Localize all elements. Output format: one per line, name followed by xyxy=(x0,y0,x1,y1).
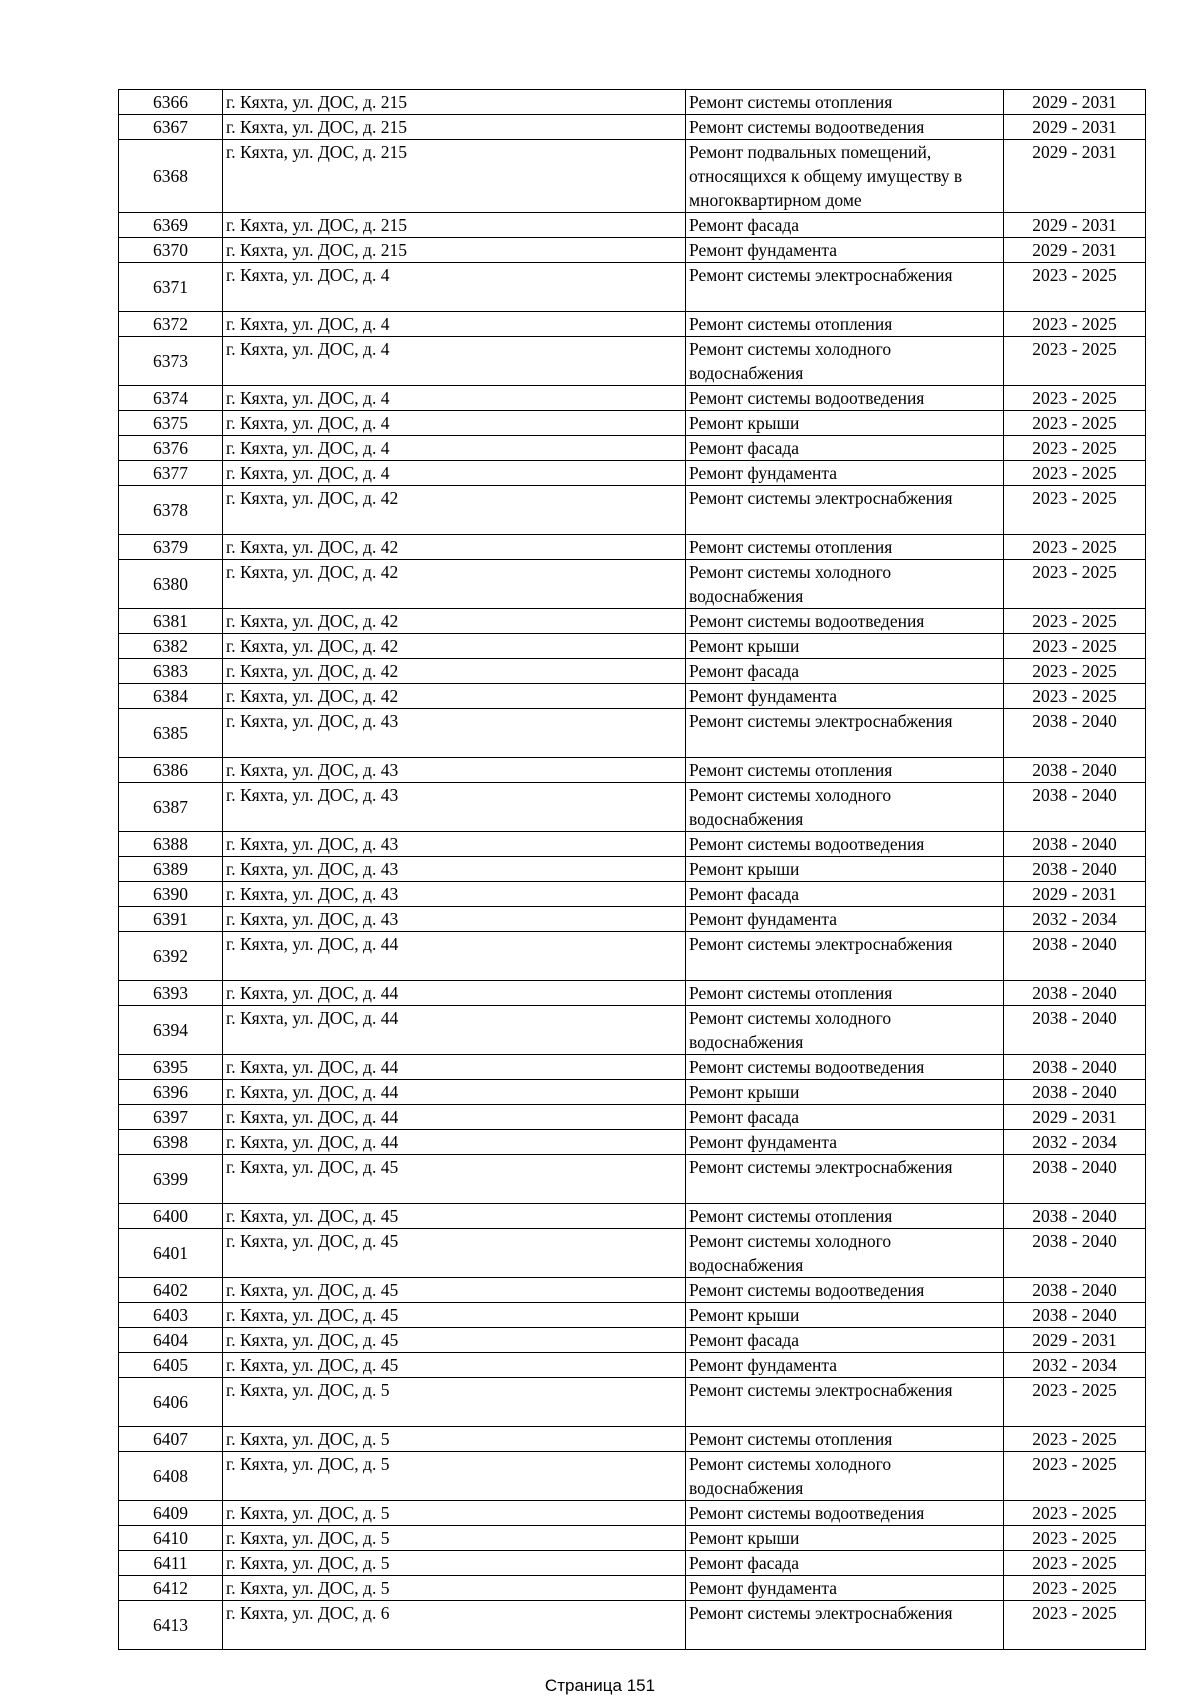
table-row xyxy=(119,560,1146,609)
period-cell: 2029 - 2031 xyxy=(1004,882,1146,907)
row-number-cell: 6390 xyxy=(119,882,223,907)
address-cell: г. Кяхта, ул. ДОС, д. 42 xyxy=(223,659,686,684)
table-row xyxy=(119,634,1146,659)
table-row xyxy=(119,461,1146,486)
table-row xyxy=(119,1576,1146,1601)
period-cell: 2038 - 2040 xyxy=(1004,1229,1146,1278)
row-number-cell: 6407 xyxy=(119,1427,223,1452)
table-row xyxy=(119,1055,1146,1080)
work-type-cell: Ремонт системы водоотведения xyxy=(686,1278,1004,1303)
address-cell: г. Кяхта, ул. ДОС, д. 45 xyxy=(223,1303,686,1328)
period-cell: 2023 - 2025 xyxy=(1004,461,1146,486)
row-number-cell: 6406 xyxy=(119,1378,223,1427)
table-row xyxy=(119,1278,1146,1303)
period-cell: 2038 - 2040 xyxy=(1004,832,1146,857)
period-cell: 2023 - 2025 xyxy=(1004,1526,1146,1551)
table-row xyxy=(119,1452,1146,1501)
address-cell: г. Кяхта, ул. ДОС, д. 215 xyxy=(223,238,686,263)
work-type-cell: Ремонт фасада xyxy=(686,882,1004,907)
period-cell: 2023 - 2025 xyxy=(1004,263,1146,312)
period-cell: 2029 - 2031 xyxy=(1004,213,1146,238)
work-type-cell: Ремонт системы отопления xyxy=(686,90,1004,115)
page-number: Страница 151 xyxy=(544,1676,656,1695)
period-cell: 2038 - 2040 xyxy=(1004,709,1146,758)
row-number-cell: 6378 xyxy=(119,486,223,535)
address-cell: г. Кяхта, ул. ДОС, д. 43 xyxy=(223,832,686,857)
work-type-cell: Ремонт крыши xyxy=(686,411,1004,436)
table-row xyxy=(119,337,1146,386)
row-number-cell: 6404 xyxy=(119,1328,223,1353)
table-row xyxy=(119,213,1146,238)
period-cell: 2038 - 2040 xyxy=(1004,932,1146,981)
period-cell: 2029 - 2031 xyxy=(1004,140,1146,213)
row-number-cell: 6388 xyxy=(119,832,223,857)
work-type-cell: Ремонт фундамента xyxy=(686,1353,1004,1378)
period-cell: 2029 - 2031 xyxy=(1004,1105,1146,1130)
period-cell: 2029 - 2031 xyxy=(1004,90,1146,115)
period-cell: 2038 - 2040 xyxy=(1004,1006,1146,1055)
period-cell: 2032 - 2034 xyxy=(1004,907,1146,932)
table-row xyxy=(119,659,1146,684)
address-cell: г. Кяхта, ул. ДОС, д. 43 xyxy=(223,758,686,783)
table-row xyxy=(119,783,1146,832)
row-number-cell: 6411 xyxy=(119,1551,223,1576)
row-number-cell: 6401 xyxy=(119,1229,223,1278)
work-type-cell: Ремонт системы отопления xyxy=(686,535,1004,560)
table-row xyxy=(119,1551,1146,1576)
work-type-cell: Ремонт системы холодного водоснабжения xyxy=(686,1452,1004,1501)
address-cell: г. Кяхта, ул. ДОС, д. 4 xyxy=(223,461,686,486)
work-type-cell: Ремонт фасада xyxy=(686,659,1004,684)
address-cell: г. Кяхта, ул. ДОС, д. 5 xyxy=(223,1551,686,1576)
row-number-cell: 6400 xyxy=(119,1204,223,1229)
table-row xyxy=(119,1427,1146,1452)
table-row xyxy=(119,238,1146,263)
address-cell: г. Кяхта, ул. ДОС, д. 215 xyxy=(223,140,686,213)
row-number-cell: 6391 xyxy=(119,907,223,932)
address-cell: г. Кяхта, ул. ДОС, д. 44 xyxy=(223,981,686,1006)
work-type-cell: Ремонт системы отопления xyxy=(686,758,1004,783)
table-row xyxy=(119,263,1146,312)
row-number-cell: 6409 xyxy=(119,1501,223,1526)
work-type-cell: Ремонт крыши xyxy=(686,857,1004,882)
period-cell: 2023 - 2025 xyxy=(1004,560,1146,609)
address-cell: г. Кяхта, ул. ДОС, д. 6 xyxy=(223,1601,686,1650)
work-type-cell: Ремонт фасада xyxy=(686,1328,1004,1353)
address-cell: г. Кяхта, ул. ДОС, д. 44 xyxy=(223,1080,686,1105)
table-row xyxy=(119,709,1146,758)
period-cell: 2038 - 2040 xyxy=(1004,981,1146,1006)
row-number-cell: 6385 xyxy=(119,709,223,758)
period-cell: 2023 - 2025 xyxy=(1004,1576,1146,1601)
address-cell: г. Кяхта, ул. ДОС, д. 45 xyxy=(223,1155,686,1204)
row-number-cell: 6394 xyxy=(119,1006,223,1055)
table-row xyxy=(119,386,1146,411)
table-body xyxy=(119,90,1146,1650)
row-number-cell: 6412 xyxy=(119,1576,223,1601)
row-number-cell: 6389 xyxy=(119,857,223,882)
address-cell: г. Кяхта, ул. ДОС, д. 42 xyxy=(223,486,686,535)
period-cell: 2029 - 2031 xyxy=(1004,115,1146,140)
work-type-cell: Ремонт крыши xyxy=(686,1303,1004,1328)
row-number-cell: 6381 xyxy=(119,609,223,634)
table-row xyxy=(119,1526,1146,1551)
row-number-cell: 6402 xyxy=(119,1278,223,1303)
address-cell: г. Кяхта, ул. ДОС, д. 42 xyxy=(223,560,686,609)
table-row xyxy=(119,436,1146,461)
table-row xyxy=(119,1328,1146,1353)
row-number-cell: 6368 xyxy=(119,140,223,213)
period-cell: 2023 - 2025 xyxy=(1004,634,1146,659)
work-type-cell: Ремонт фасада xyxy=(686,436,1004,461)
table-row xyxy=(119,1229,1146,1278)
address-cell: г. Кяхта, ул. ДОС, д. 44 xyxy=(223,1006,686,1055)
period-cell: 2023 - 2025 xyxy=(1004,386,1146,411)
table-row xyxy=(119,882,1146,907)
work-type-cell: Ремонт крыши xyxy=(686,1526,1004,1551)
table-row xyxy=(119,857,1146,882)
row-number-cell: 6377 xyxy=(119,461,223,486)
work-type-cell: Ремонт системы холодного водоснабжения xyxy=(686,1229,1004,1278)
period-cell: 2038 - 2040 xyxy=(1004,758,1146,783)
work-type-cell: Ремонт системы водоотведения xyxy=(686,115,1004,140)
work-type-cell: Ремонт системы отопления xyxy=(686,981,1004,1006)
row-number-cell: 6386 xyxy=(119,758,223,783)
address-cell: г. Кяхта, ул. ДОС, д. 42 xyxy=(223,634,686,659)
address-cell: г. Кяхта, ул. ДОС, д. 4 xyxy=(223,337,686,386)
work-type-cell: Ремонт системы холодного водоснабжения xyxy=(686,337,1004,386)
address-cell: г. Кяхта, ул. ДОС, д. 44 xyxy=(223,932,686,981)
period-cell: 2023 - 2025 xyxy=(1004,1378,1146,1427)
address-cell: г. Кяхта, ул. ДОС, д. 43 xyxy=(223,857,686,882)
table-row xyxy=(119,1378,1146,1427)
period-cell: 2032 - 2034 xyxy=(1004,1353,1146,1378)
row-number-cell: 6410 xyxy=(119,1526,223,1551)
work-type-cell: Ремонт системы электроснабжения xyxy=(686,932,1004,981)
row-number-cell: 6413 xyxy=(119,1601,223,1650)
address-cell: г. Кяхта, ул. ДОС, д. 44 xyxy=(223,1055,686,1080)
table-row xyxy=(119,90,1146,115)
row-number-cell: 6372 xyxy=(119,312,223,337)
row-number-cell: 6403 xyxy=(119,1303,223,1328)
address-cell: г. Кяхта, ул. ДОС, д. 5 xyxy=(223,1452,686,1501)
table-row xyxy=(119,486,1146,535)
row-number-cell: 6371 xyxy=(119,263,223,312)
work-type-cell: Ремонт системы холодного водоснабжения xyxy=(686,1006,1004,1055)
table-row xyxy=(119,1601,1146,1650)
table-row xyxy=(119,1501,1146,1526)
row-number-cell: 6370 xyxy=(119,238,223,263)
table-row xyxy=(119,411,1146,436)
address-cell: г. Кяхта, ул. ДОС, д. 215 xyxy=(223,90,686,115)
row-number-cell: 6384 xyxy=(119,684,223,709)
period-cell: 2038 - 2040 xyxy=(1004,1055,1146,1080)
address-cell: г. Кяхта, ул. ДОС, д. 215 xyxy=(223,115,686,140)
address-cell: г. Кяхта, ул. ДОС, д. 42 xyxy=(223,535,686,560)
table-row xyxy=(119,832,1146,857)
period-cell: 2038 - 2040 xyxy=(1004,783,1146,832)
period-cell: 2023 - 2025 xyxy=(1004,684,1146,709)
work-type-cell: Ремонт системы водоотведения xyxy=(686,1501,1004,1526)
row-number-cell: 6374 xyxy=(119,386,223,411)
address-cell: г. Кяхта, ул. ДОС, д. 43 xyxy=(223,907,686,932)
work-type-cell: Ремонт системы водоотведения xyxy=(686,609,1004,634)
row-number-cell: 6369 xyxy=(119,213,223,238)
table-row xyxy=(119,1130,1146,1155)
work-type-cell: Ремонт системы электроснабжения xyxy=(686,1601,1004,1650)
address-cell: г. Кяхта, ул. ДОС, д. 5 xyxy=(223,1526,686,1551)
work-type-cell: Ремонт фасада xyxy=(686,1551,1004,1576)
row-number-cell: 6405 xyxy=(119,1353,223,1378)
table-row xyxy=(119,1155,1146,1204)
table-row xyxy=(119,981,1146,1006)
address-cell: г. Кяхта, ул. ДОС, д. 45 xyxy=(223,1328,686,1353)
work-type-cell: Ремонт системы водоотведения xyxy=(686,832,1004,857)
work-type-cell: Ремонт фундамента xyxy=(686,684,1004,709)
work-type-cell: Ремонт системы холодного водоснабжения xyxy=(686,783,1004,832)
row-number-cell: 6375 xyxy=(119,411,223,436)
table-row xyxy=(119,758,1146,783)
period-cell: 2023 - 2025 xyxy=(1004,1452,1146,1501)
row-number-cell: 6396 xyxy=(119,1080,223,1105)
period-cell: 2038 - 2040 xyxy=(1004,1204,1146,1229)
row-number-cell: 6387 xyxy=(119,783,223,832)
period-cell: 2023 - 2025 xyxy=(1004,486,1146,535)
address-cell: г. Кяхта, ул. ДОС, д. 4 xyxy=(223,411,686,436)
period-cell: 2038 - 2040 xyxy=(1004,1303,1146,1328)
work-type-cell: Ремонт подвальных помещений, относящихся к общему имуществу в многоквартирном доме xyxy=(686,140,1004,213)
work-type-cell: Ремонт фундамента xyxy=(686,1576,1004,1601)
table-row xyxy=(119,1303,1146,1328)
period-cell: 2029 - 2031 xyxy=(1004,238,1146,263)
period-cell: 2023 - 2025 xyxy=(1004,411,1146,436)
repair-schedule-table xyxy=(118,89,1146,1650)
row-number-cell: 6408 xyxy=(119,1452,223,1501)
table-row xyxy=(119,932,1146,981)
work-type-cell: Ремонт системы водоотведения xyxy=(686,1055,1004,1080)
work-type-cell: Ремонт фасада xyxy=(686,213,1004,238)
row-number-cell: 6376 xyxy=(119,436,223,461)
row-number-cell: 6398 xyxy=(119,1130,223,1155)
row-number-cell: 6367 xyxy=(119,115,223,140)
row-number-cell: 6399 xyxy=(119,1155,223,1204)
row-number-cell: 6373 xyxy=(119,337,223,386)
address-cell: г. Кяхта, ул. ДОС, д. 5 xyxy=(223,1576,686,1601)
period-cell: 2038 - 2040 xyxy=(1004,1278,1146,1303)
row-number-cell: 6366 xyxy=(119,90,223,115)
work-type-cell: Ремонт фундамента xyxy=(686,1130,1004,1155)
table-row xyxy=(119,1080,1146,1105)
period-cell: 2038 - 2040 xyxy=(1004,857,1146,882)
row-number-cell: 6397 xyxy=(119,1105,223,1130)
table-row xyxy=(119,609,1146,634)
period-cell: 2038 - 2040 xyxy=(1004,1155,1146,1204)
work-type-cell: Ремонт системы отопления xyxy=(686,1204,1004,1229)
row-number-cell: 6379 xyxy=(119,535,223,560)
address-cell: г. Кяхта, ул. ДОС, д. 4 xyxy=(223,386,686,411)
address-cell: г. Кяхта, ул. ДОС, д. 5 xyxy=(223,1501,686,1526)
row-number-cell: 6380 xyxy=(119,560,223,609)
period-cell: 2023 - 2025 xyxy=(1004,436,1146,461)
work-type-cell: Ремонт фундамента xyxy=(686,461,1004,486)
period-cell: 2038 - 2040 xyxy=(1004,1080,1146,1105)
table-row xyxy=(119,1204,1146,1229)
address-cell: г. Кяхта, ул. ДОС, д. 42 xyxy=(223,609,686,634)
address-cell: г. Кяхта, ул. ДОС, д. 5 xyxy=(223,1427,686,1452)
table-row xyxy=(119,115,1146,140)
table-row xyxy=(119,140,1146,213)
address-cell: г. Кяхта, ул. ДОС, д. 45 xyxy=(223,1229,686,1278)
table-row xyxy=(119,1006,1146,1055)
work-type-cell: Ремонт системы электроснабжения xyxy=(686,263,1004,312)
address-cell: г. Кяхта, ул. ДОС, д. 45 xyxy=(223,1278,686,1303)
work-type-cell: Ремонт крыши xyxy=(686,634,1004,659)
work-type-cell: Ремонт системы отопления xyxy=(686,1427,1004,1452)
work-type-cell: Ремонт крыши xyxy=(686,1080,1004,1105)
work-type-cell: Ремонт системы электроснабжения xyxy=(686,709,1004,758)
period-cell: 2023 - 2025 xyxy=(1004,312,1146,337)
address-cell: г. Кяхта, ул. ДОС, д. 44 xyxy=(223,1105,686,1130)
table-row xyxy=(119,312,1146,337)
address-cell: г. Кяхта, ул. ДОС, д. 45 xyxy=(223,1204,686,1229)
work-type-cell: Ремонт системы водоотведения xyxy=(686,386,1004,411)
work-type-cell: Ремонт системы электроснабжения xyxy=(686,1378,1004,1427)
work-type-cell: Ремонт системы отопления xyxy=(686,312,1004,337)
work-type-cell: Ремонт системы электроснабжения xyxy=(686,486,1004,535)
row-number-cell: 6393 xyxy=(119,981,223,1006)
row-number-cell: 6395 xyxy=(119,1055,223,1080)
work-type-cell: Ремонт системы холодного водоснабжения xyxy=(686,560,1004,609)
period-cell: 2023 - 2025 xyxy=(1004,1427,1146,1452)
period-cell: 2023 - 2025 xyxy=(1004,337,1146,386)
address-cell: г. Кяхта, ул. ДОС, д. 42 xyxy=(223,684,686,709)
address-cell: г. Кяхта, ул. ДОС, д. 5 xyxy=(223,1378,686,1427)
work-type-cell: Ремонт фасада xyxy=(686,1105,1004,1130)
table-row xyxy=(119,535,1146,560)
period-cell: 2023 - 2025 xyxy=(1004,1551,1146,1576)
address-cell: г. Кяхта, ул. ДОС, д. 4 xyxy=(223,263,686,312)
period-cell: 2029 - 2031 xyxy=(1004,1328,1146,1353)
address-cell: г. Кяхта, ул. ДОС, д. 44 xyxy=(223,1130,686,1155)
period-cell: 2023 - 2025 xyxy=(1004,535,1146,560)
work-type-cell: Ремонт фундамента xyxy=(686,238,1004,263)
period-cell: 2023 - 2025 xyxy=(1004,659,1146,684)
table-row xyxy=(119,1353,1146,1378)
period-cell: 2023 - 2025 xyxy=(1004,1601,1146,1650)
address-cell: г. Кяхта, ул. ДОС, д. 43 xyxy=(223,882,686,907)
period-cell: 2023 - 2025 xyxy=(1004,609,1146,634)
table-row xyxy=(119,1105,1146,1130)
work-type-cell: Ремонт фундамента xyxy=(686,907,1004,932)
address-cell: г. Кяхта, ул. ДОС, д. 43 xyxy=(223,783,686,832)
table-row xyxy=(119,907,1146,932)
address-cell: г. Кяхта, ул. ДОС, д. 45 xyxy=(223,1353,686,1378)
address-cell: г. Кяхта, ул. ДОС, д. 43 xyxy=(223,709,686,758)
address-cell: г. Кяхта, ул. ДОС, д. 4 xyxy=(223,436,686,461)
row-number-cell: 6392 xyxy=(119,932,223,981)
table-row xyxy=(119,684,1146,709)
work-type-cell: Ремонт системы электроснабжения xyxy=(686,1155,1004,1204)
period-cell: 2023 - 2025 xyxy=(1004,1501,1146,1526)
row-number-cell: 6382 xyxy=(119,634,223,659)
address-cell: г. Кяхта, ул. ДОС, д. 215 xyxy=(223,213,686,238)
address-cell: г. Кяхта, ул. ДОС, д. 4 xyxy=(223,312,686,337)
row-number-cell: 6383 xyxy=(119,659,223,684)
period-cell: 2032 - 2034 xyxy=(1004,1130,1146,1155)
